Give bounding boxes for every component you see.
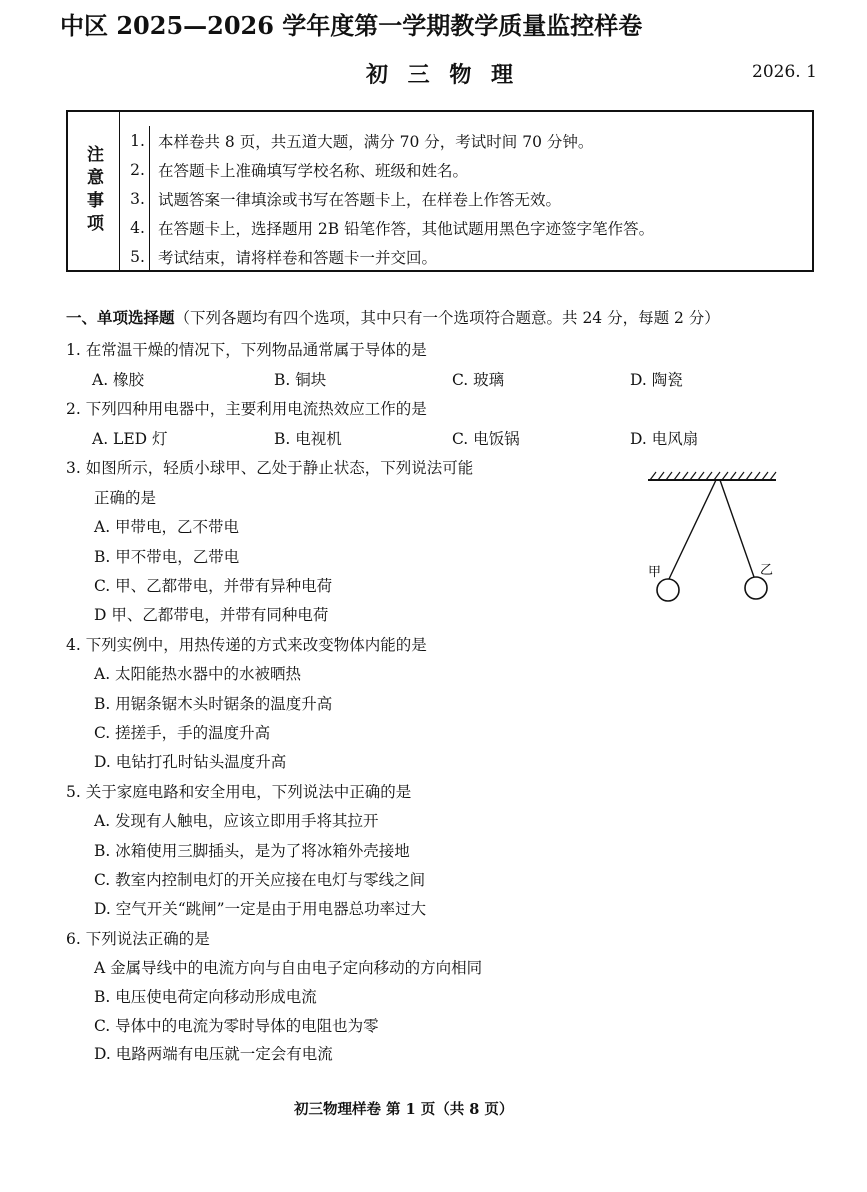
- option: A. LED 灯: [92, 430, 168, 448]
- notice-item-text: 在答题卡上，选择题用 2B 铅笔作答，其他试题用黑色字迹签字笔作答。: [158, 220, 655, 238]
- label-jia: 甲: [648, 565, 662, 580]
- notice-item-number: 1.: [126, 126, 150, 156]
- notice-item: [120, 213, 812, 243]
- ball-jia: [657, 579, 679, 601]
- option: B. 甲不带电，乙带电: [94, 548, 240, 566]
- option: A 金属导线中的电流方向与自由电子定向移动的方向相同: [94, 959, 483, 977]
- notice-item-number: 2.: [126, 155, 150, 185]
- option: C. 电饭锅: [452, 430, 520, 448]
- option: B. 用锯条锯木头时锯条的温度升高: [94, 695, 333, 713]
- question-stem: 3. 如图所示，轻质小球甲、乙处于静止状态，下列说法可能: [66, 459, 474, 477]
- option: C. 导体中的电流为零时导体的电阻也为零: [94, 1017, 379, 1035]
- option: C. 甲、乙都带电，并带有异种电荷: [94, 577, 333, 595]
- exam-date: 2026. 1: [752, 62, 817, 82]
- ball-yi: [745, 577, 767, 599]
- question-stem: 6. 下列说法正确的是: [66, 930, 210, 948]
- question-stem: 2. 下列四种用电器中，主要利用电流热效应工作的是: [66, 400, 427, 418]
- subject-title: 初 三 物 理: [366, 62, 519, 88]
- option: C. 搓搓手，手的温度升高: [94, 724, 271, 742]
- notice-box: [66, 110, 814, 272]
- ceiling-hatching: [650, 472, 776, 480]
- option: D. 电路两端有电压就一定会有电流: [94, 1045, 333, 1063]
- question-stem: 1. 在常温干燥的情况下，下列物品通常属于导体的是: [66, 341, 427, 359]
- notice-item-number: 4.: [126, 213, 150, 243]
- option: C. 教室内控制电灯的开关应接在电灯与零线之间: [94, 871, 426, 889]
- option: B. 冰箱使用三脚插头，是为了将冰箱外壳接地: [94, 842, 410, 860]
- notice-item-text: 本样卷共 8 页，共五道大题，满分 70 分，考试时间 70 分钟。: [158, 133, 594, 151]
- notice-list: [120, 112, 812, 270]
- notice-item: [120, 126, 812, 156]
- notice-label: [68, 112, 120, 270]
- option: B. 电视机: [274, 430, 342, 448]
- notice-item-text: 在答题卡上准确填写学校名称、班级和姓名。: [158, 162, 469, 180]
- section-heading: [66, 306, 720, 328]
- question-stem: 5. 关于家庭电路和安全用电，下列说法中正确的是: [66, 783, 412, 801]
- question-stem: 4. 下列实例中，用热传递的方式来改变物体内能的是: [66, 636, 427, 654]
- option: C. 玻璃: [452, 371, 505, 389]
- exam-title: 中区 2025—2026 学年度第一学期教学质量监控样卷: [60, 11, 643, 40]
- notice-item: [120, 155, 812, 185]
- option: B. 电压使电荷定向移动形成电流: [94, 988, 317, 1006]
- option: B. 铜块: [274, 371, 327, 389]
- question-stem-continued: 正确的是: [94, 489, 157, 507]
- string-left: [669, 480, 716, 579]
- page-footer: 初三物理样卷 第 1 页（共 8 页）: [294, 1101, 514, 1118]
- notice-item: [120, 242, 812, 272]
- option: A. 太阳能热水器中的水被晒热: [94, 665, 302, 683]
- pendulum-figure: [636, 468, 786, 608]
- notice-label-text: 注意事项: [83, 145, 103, 237]
- notice-item-number: 3.: [126, 184, 150, 214]
- notice-item-text: 试题答案一律填涂或书写在答题卡上，在样卷上作答无效。: [158, 191, 562, 209]
- section-title: 一、单项选择题: [66, 309, 175, 327]
- string-right: [720, 480, 754, 577]
- option: D. 电钻打孔时钻头温度升高: [94, 753, 287, 771]
- option: D. 陶瓷: [630, 371, 683, 389]
- option: D. 空气开关“跳闸”一定是由于用电器总功率过大: [94, 900, 427, 918]
- option: A. 甲带电，乙不带电: [94, 518, 240, 536]
- option: A. 发现有人触电，应该立即用手将其拉开: [94, 812, 379, 830]
- option: D 甲、乙都带电，并带有同种电荷: [94, 606, 329, 624]
- notice-item: [120, 184, 812, 214]
- notice-item-text: 考试结束，请将样卷和答题卡一并交回。: [158, 249, 438, 267]
- option: A. 橡胶: [92, 371, 145, 389]
- section-instructions: （下列各题均有四个选项，其中只有一个选项符合题意。共 24 分，每题 2 分）: [174, 309, 720, 327]
- option: D. 电风扇: [630, 430, 699, 448]
- label-yi: 乙: [760, 563, 774, 578]
- notice-item-number: 5.: [126, 242, 150, 272]
